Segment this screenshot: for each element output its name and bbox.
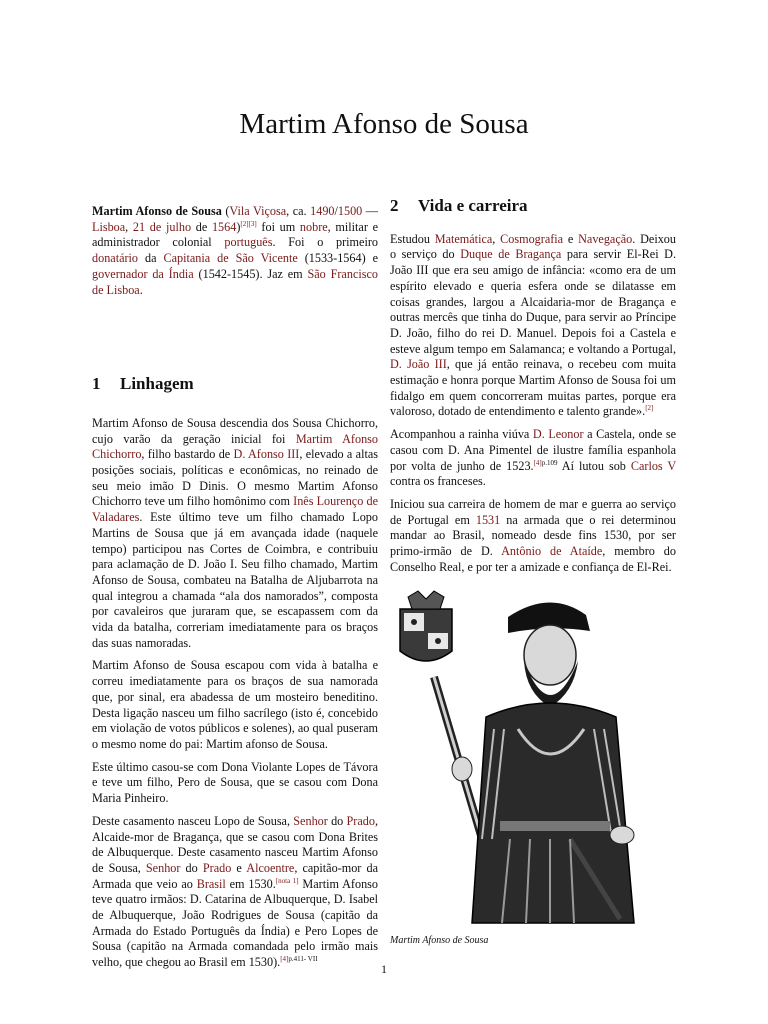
text: e (231, 860, 247, 875)
link-navegacao[interactable]: Navegação (578, 231, 633, 246)
text: , ca. (286, 204, 311, 218)
text: do (180, 860, 203, 875)
section-title: Linhagem (120, 374, 194, 394)
link-ines-lourenco[interactable]: Inês Lourenço de Valadares (92, 494, 378, 525)
text: , capitão-mor da Armada que veio ao (92, 860, 378, 891)
link-lisboa[interactable]: Lisboa (92, 219, 126, 234)
page-number: 1 (381, 962, 387, 976)
section-number: 2 (390, 196, 399, 215)
reference-marker[interactable]: [4] (280, 955, 289, 964)
left-column (92, 204, 378, 978)
text: (1542-1545). Jaz em (193, 266, 308, 281)
text: e (563, 231, 579, 246)
link-joao-iii[interactable]: D. João III (390, 357, 447, 372)
right-column (390, 198, 676, 949)
text: , membro do Conselho Real, e por ter a amizade e confiança de El-Rei. (390, 544, 676, 574)
link-martim-afonso-chichorro[interactable]: Martim Afonso Chichorro (92, 431, 378, 462)
link-vila-vicosa[interactable]: Vila Viçosa (229, 204, 287, 218)
text: contra os franceses. (390, 474, 486, 489)
link-brasil[interactable]: Brasil (196, 876, 226, 891)
portrait-image (390, 589, 676, 929)
section-heading-linhagem (92, 376, 378, 392)
intro-paragraph (92, 204, 378, 298)
text: , que já então reinava, o recebeu com muita estimação e honra porque Martim Afonso de Sousa foi um fidalgo em quem concorreram muitas partes, porque era valoroso, dotado de entendimento e talento grande». (390, 357, 676, 419)
link-duque-braganca[interactable]: Duque de Bragança (460, 247, 562, 262)
text: ( (221, 204, 230, 218)
link-governador-india[interactable]: governador da Índia (92, 266, 194, 281)
link-1531[interactable]: 1531 (475, 512, 501, 527)
text: , elevado a altas posições sociais, políticas e econômicas, no reinado de seu meio imão D Dinis. O mesmo Martim Afonso Chichorro teve um filho homônimo com (92, 447, 378, 509)
text: . Foi o primeiro (272, 235, 378, 250)
link-matematica[interactable]: Matemática (434, 231, 493, 246)
link-senhor[interactable]: Senhor (293, 813, 328, 828)
text: , (125, 219, 133, 234)
text: Aí lutou sob (557, 458, 631, 473)
text: , militar e administrador colonial (92, 219, 379, 250)
section-heading-vida-carreira (390, 198, 676, 214)
text: (1533-1564) e (297, 251, 378, 266)
text: , Alcaide-mor de Bragança, que se casou com Dona Brites de Albuquerque. Deste casamento nasceu Martim Afonso de Sousa, (92, 813, 378, 875)
text: do (327, 813, 347, 828)
link-antonio-de-ataide[interactable]: Antônio de Ataíde (501, 544, 603, 559)
text: para servir El-Rei D. João III que era seu amigo de infância: «como era de um espírito elevado e queria esfera onde se dilatasse em coisas grandes, largou a Alcaidaria-mor de Bragança e outras mercês que tinha do Duque, para servir ao Príncipe D. João, filho do rei D. Manuel. Depois foi a Castela e esteve algum tempo em Salamanca; e voltando a Portugal, (390, 247, 676, 356)
link-cosmografia[interactable]: Cosmografia (500, 231, 564, 246)
text: Martim Afonso de Sousa descendia dos Sousa Chichorro, cujo varão da geração inicial foi (92, 415, 378, 446)
text: . Deixou o serviço do (390, 231, 676, 262)
figure-caption: Martim Afonso de Sousa (390, 935, 489, 947)
text: / (334, 204, 338, 218)
link-senhor[interactable]: Senhor (145, 860, 181, 875)
section-number: 1 (92, 374, 101, 394)
text: , (492, 231, 501, 246)
text: Deste casamento nasceu Lopo de Sousa, (92, 813, 294, 828)
paragraph: Martim Afonso de Sousa escapou com vida à batalha e correu imediatamente para os braços de sua namorada que, por sinal, era abadessa de um mosteiro beneditino. Desta ligação nasceu um filho sacrílego (isto é, concebido em violação de votos públicos e solenes), ao qual puseram o mesmo nome do pai: Martim afonso de Sousa. (92, 658, 378, 751)
paragraph (390, 497, 676, 576)
text: a Castela, onde se casou com D. Ana Pimentel de ilustre família espanhola por volta de junho de 1523. (390, 427, 677, 473)
text: na armada que o rei determinou mandar ao Brasil, nomeado desde fins 1530, por ser primo-irmão de D. (390, 512, 676, 559)
paragraph (390, 427, 676, 490)
text: — (362, 204, 378, 218)
section-title: Vida e carreira (418, 196, 528, 215)
link-sao-francisco-lisboa[interactable]: São Francisco de Lisboa (92, 266, 378, 297)
text: Estudou (390, 231, 435, 246)
text: ) (236, 219, 241, 234)
link-carlos-v[interactable]: Carlos V (630, 458, 676, 473)
paragraph: Este último casou-se com Dona Violante Lopes de Távora e teve um filho, Pero de Sousa, que se casou com Dona Maria Pinheiro. (92, 759, 378, 806)
page-reference: p.411- VII (288, 955, 318, 964)
text: . Este último teve um filho chamado Lopo Martins de Sousa que já em avançada idade (naquele tempo) participou nas Cortes de Coimbra, e contribuiu para aclamação de D. João I. Seu filho chamado, Martim Afonso de Sousa, combateu na Batalha de Aljubarrota na qual integrou a chamada “ala dos namorados”, composta por cavaleiros que juraram que, se escapassem com da vida da batalha, correriam imediatamente para os braços das suas namoradas. (92, 510, 378, 650)
link-prado[interactable]: Prado (202, 860, 232, 875)
reference-marker[interactable]: [nota 1] (275, 876, 299, 885)
intro-name: Martim Afonso de Sousa (92, 204, 222, 218)
link-nobre[interactable]: nobre (299, 219, 328, 234)
text: Martim Afonso teve quatro irmãos: D. Catarina de Albuquerque, D. Isabel de Albuquerque, João Rodrigues de Sousa (capitão da Armada do Estado Português da Índia) e Pero Lopes de Sousa (capitão na Armada comandada pelo irmão mais velho, que chegou ao Brasil em 1530). (92, 876, 379, 970)
paragraph (92, 416, 378, 652)
text: de (191, 219, 212, 234)
link-donatario[interactable]: donatário (92, 251, 139, 266)
link-d-leonor[interactable]: D. Leonor (532, 427, 584, 442)
text: . (139, 282, 143, 297)
link-portugues[interactable]: português (224, 235, 273, 250)
paragraph (390, 232, 676, 420)
paragraph (92, 814, 378, 971)
link-1500[interactable]: 1500 (337, 204, 363, 218)
text: Iniciou sua carreira de homem de mar e guerra ao serviço de Portugal em (390, 496, 676, 527)
link-prado[interactable]: Prado (346, 813, 375, 828)
text: Acompanhou a rainha viúva (390, 427, 533, 442)
reference-marker[interactable]: [4] (533, 458, 542, 467)
page-reference: p.109 (541, 458, 558, 467)
text: , filho bastardo de (141, 447, 234, 462)
link-capitania-sao-vicente[interactable]: Capitania de São Vicente (163, 251, 298, 266)
link-afonso-iii[interactable]: D. Afonso III (233, 447, 300, 462)
text: da (138, 251, 164, 266)
reference-marker[interactable]: [2] (645, 404, 654, 413)
link-alcoentre[interactable]: Alcoentre (246, 860, 295, 875)
portrait-figure (390, 589, 676, 949)
link-21-de-julho[interactable]: 21 de julho (132, 219, 192, 234)
text: foi um (256, 219, 300, 234)
link-1564[interactable]: 1564 (211, 219, 237, 234)
link-1490[interactable]: 1490 (310, 204, 335, 218)
page-title: Martim Afonso de Sousa (239, 108, 529, 140)
text: em 1530. (225, 876, 276, 891)
reference-marker[interactable]: [2][3] (240, 219, 257, 228)
